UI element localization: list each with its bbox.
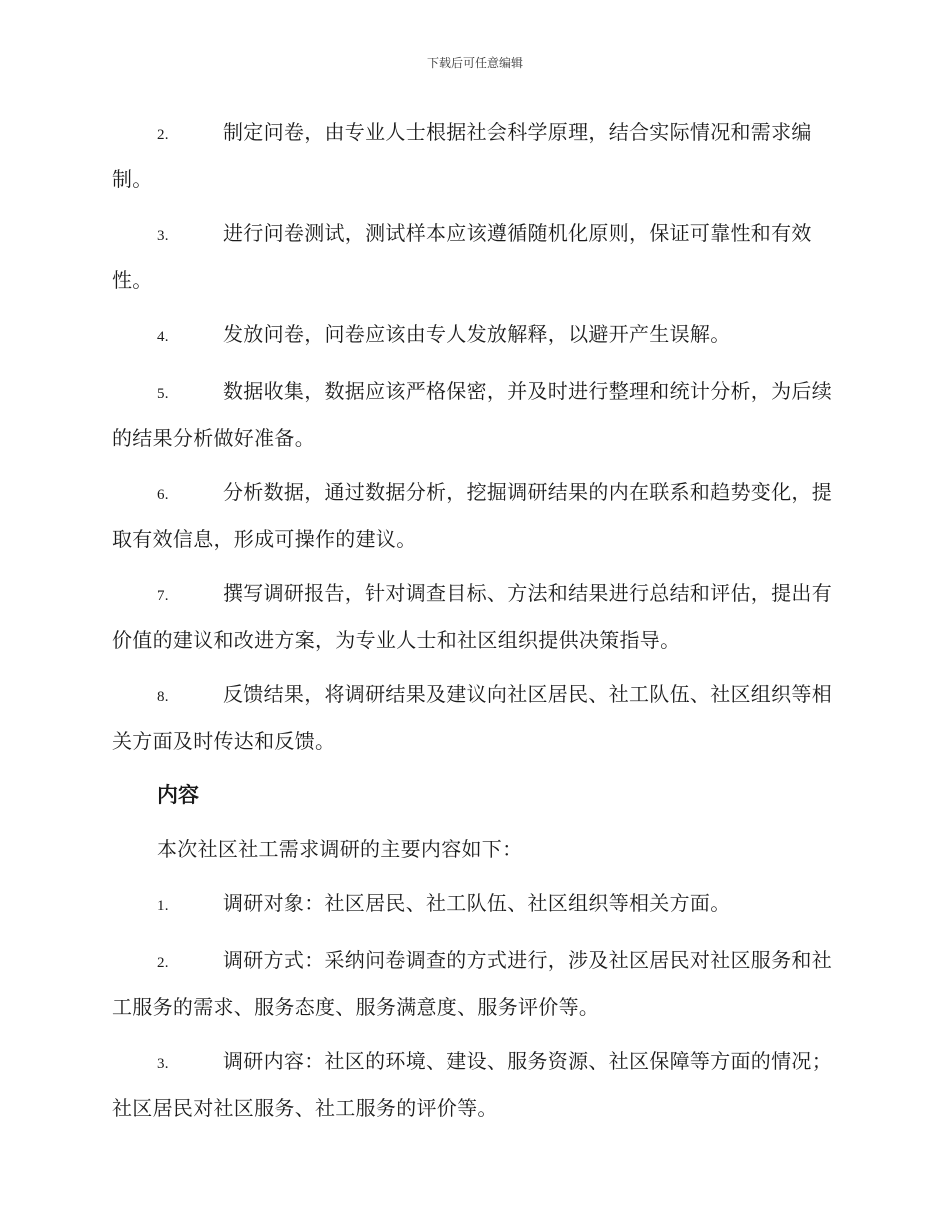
- item-number: 2.: [157, 127, 169, 143]
- item-text: 调研内容：社区的环境、建设、服务资源、社区保障等方面的情况；社区居民对社区服务、社工服务的评价等。: [112, 1049, 832, 1120]
- item-text: 分析数据，通过数据分析，挖掘调研结果的内在联系和趋势变化，提取有效信息，形成可操作的建议。: [112, 480, 832, 551]
- section-heading: 内容: [157, 783, 199, 807]
- item-number: 2.: [157, 955, 169, 971]
- item-number: 8.: [157, 689, 169, 705]
- list-item: [112, 312, 834, 359]
- list-item: [112, 369, 834, 460]
- section-intro: 本次社区社工需求调研的主要内容如下：: [157, 837, 523, 861]
- item-number: 1.: [157, 898, 169, 914]
- item-text: 数据收集，数据应该严格保密，并及时进行整理和统计分析，为后续的结果分析做好准备。: [112, 379, 832, 450]
- item-number: 3.: [157, 1056, 169, 1072]
- item-number: 7.: [157, 588, 169, 604]
- list-item: [112, 938, 834, 1029]
- document-body: [112, 110, 834, 1140]
- list-item: [112, 211, 834, 302]
- list-item: [112, 470, 834, 561]
- list-item: [112, 672, 834, 763]
- list-item: [112, 571, 834, 662]
- item-text: 发放问卷，问卷应该由专人发放解释，以避开产生误解。: [223, 322, 731, 346]
- page-header: 下载后可任意编辑: [426, 56, 523, 70]
- list-item: [112, 881, 834, 928]
- list-item: [112, 1039, 834, 1130]
- item-number: 4.: [157, 329, 169, 345]
- item-text: 撰写调研报告，针对调查目标、方法和结果进行总结和评估，提出有价值的建议和改进方案，为专业人士和社区组织提供决策指导。: [112, 581, 832, 652]
- item-number: 3.: [157, 228, 169, 244]
- item-number: 5.: [157, 386, 169, 402]
- item-text: 进行问卷测试，测试样本应该遵循随机化原则，保证可靠性和有效性。: [112, 221, 812, 292]
- item-text: 调研对象：社区居民、社工队伍、社区组织等相关方面。: [223, 891, 731, 915]
- item-text: 反馈结果，将调研结果及建议向社区居民、社工队伍、社区组织等相关方面及时传达和反馈。: [112, 682, 832, 753]
- list-item: [112, 110, 834, 201]
- item-text: 制定问卷，由专业人士根据社会科学原理，结合实际情况和需求编制。: [112, 120, 812, 191]
- item-text: 调研方式：采纳问卷调查的方式进行，涉及社区居民对社区服务和社工服务的需求、服务态度、服务满意度、服务评价等。: [112, 948, 832, 1019]
- item-number: 6.: [157, 487, 169, 503]
